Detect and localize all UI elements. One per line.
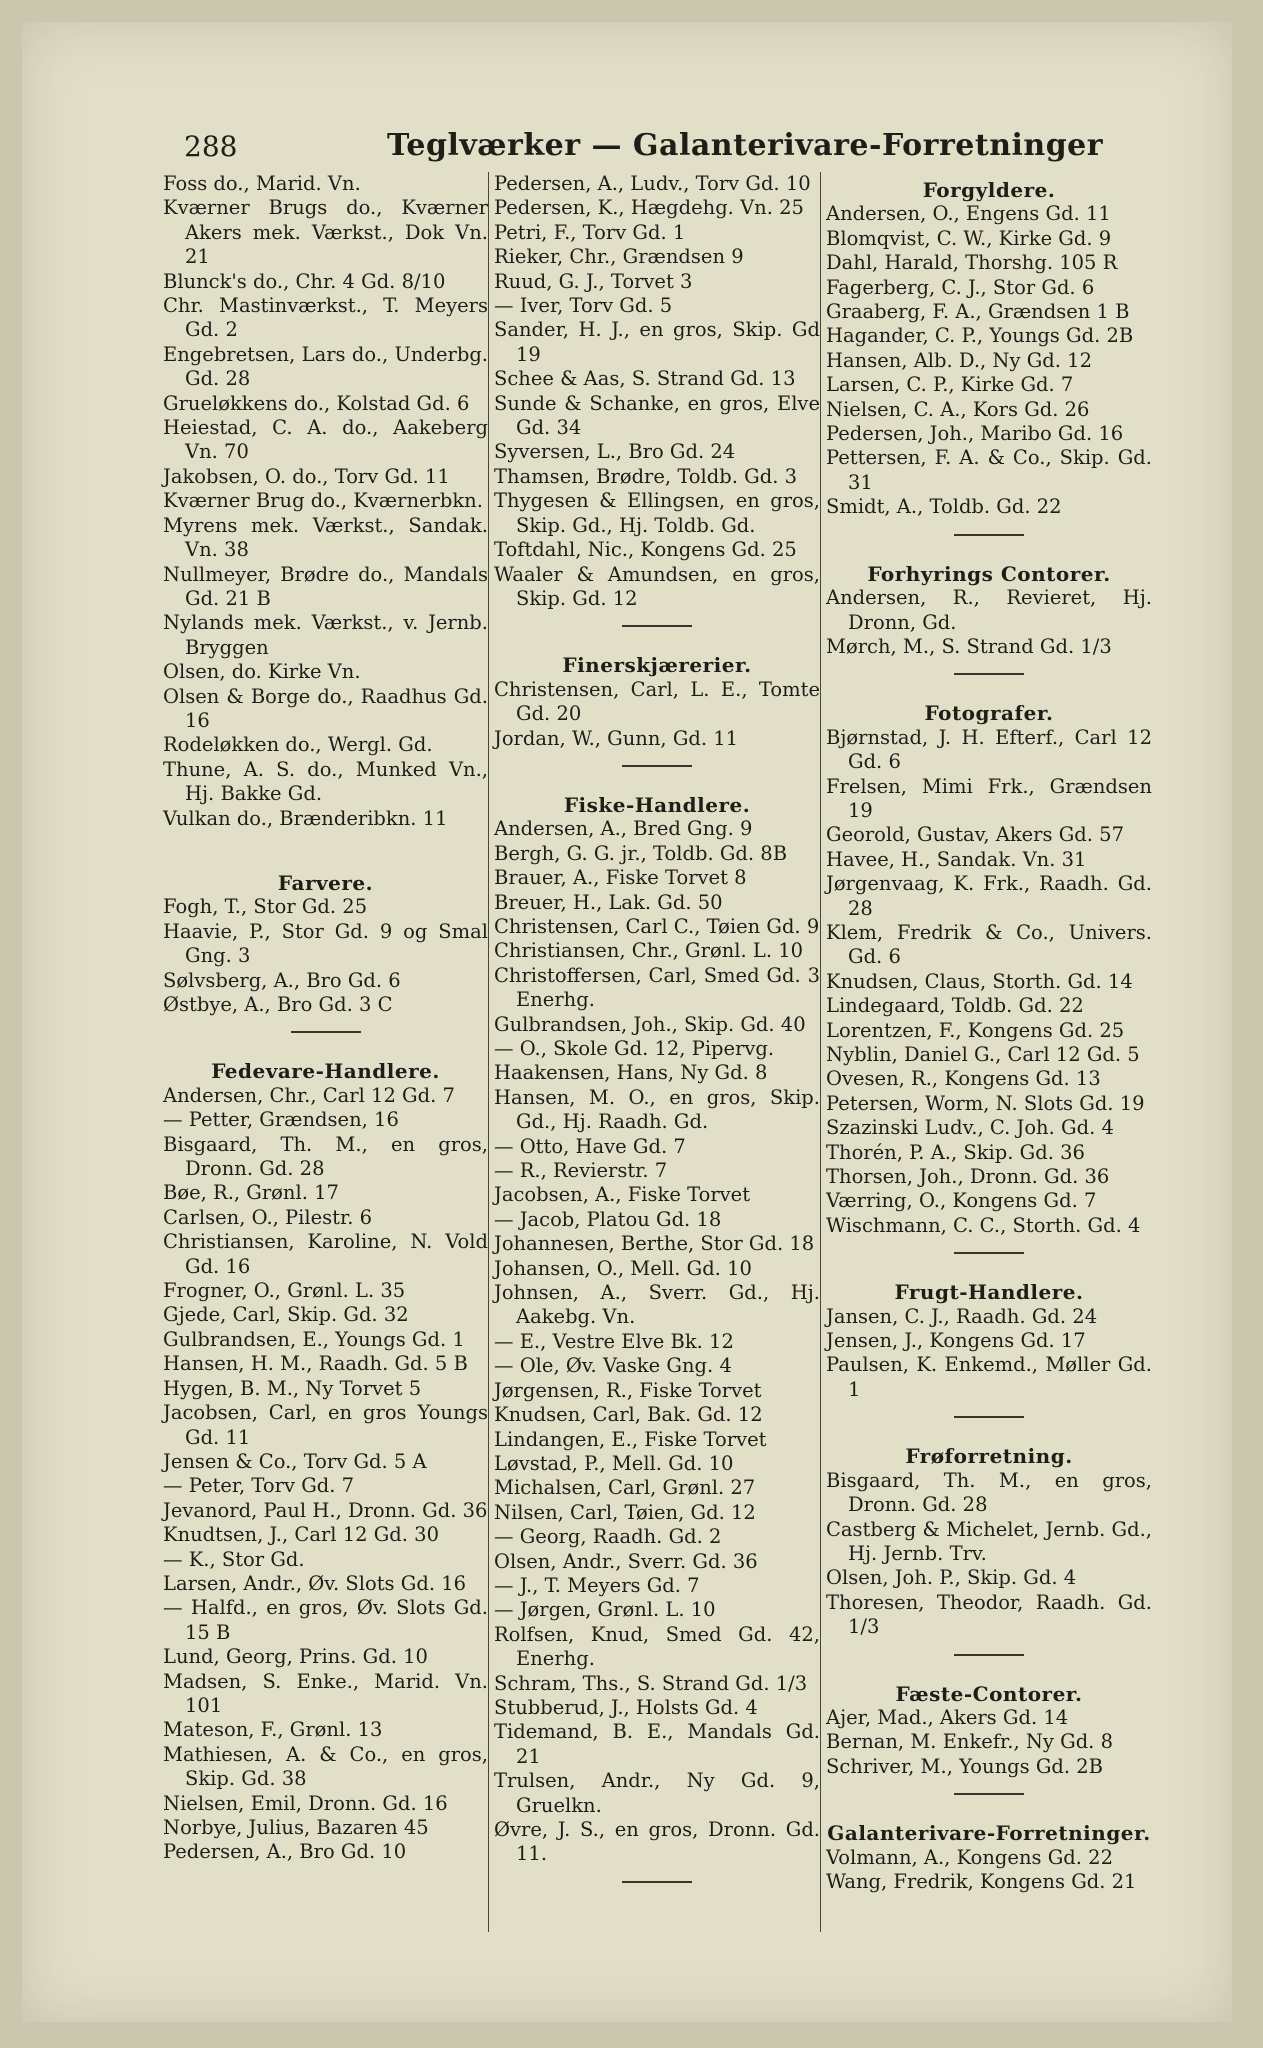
directory-entry: Mathiesen, A. & Co., en gros, Skip. Gd. 38 <box>163 1742 488 1791</box>
directory-entry: Haakensen, Hans, Ny Gd. 8 <box>494 1061 768 1085</box>
directory-entry: Thune, A. S. do., Munked Vn., Hj. Bakke Gd. <box>163 757 488 806</box>
directory-entry: Stubberud, J., Holsts Gd. 4 <box>494 1695 758 1719</box>
directory-entry: Engebretsen, Lars do., Underbg. Gd. 28 <box>163 342 488 391</box>
directory-entry: Larsen, Andr., Øv. Slots Gd. 16 <box>163 1571 467 1595</box>
directory-entry: Jørgensen, R., Fiske Torvet <box>494 1378 762 1402</box>
directory-entry: Hansen, Alb. D., Ny Gd. 12 <box>826 348 1092 372</box>
directory-entry: Madsen, S. Enke., Marid. Vn. 101 <box>163 1669 488 1717</box>
directory-entry: Gulbrandsen, Joh., Skip. Gd. 40 <box>494 1012 806 1036</box>
directory-entry: Haavie, P., Stor Gd. 9 og Smal Gng. 3 <box>163 919 488 968</box>
section-heading: Forhyrings Contorer. <box>867 561 1111 586</box>
directory-entry: Chr. Mastinværkst., T. Meyers Gd. 2 <box>163 294 488 342</box>
directory-entry: Wang, Fredrik, Kongens Gd. 21 <box>826 1869 1137 1893</box>
directory-entry: Nyblin, Daniel G., Carl 12 Gd. 5 <box>826 1043 1140 1066</box>
section-separator <box>954 1793 1024 1795</box>
column-divider <box>488 172 489 1932</box>
directory-entry: Ovesen, R., Kongens Gd. 13 <box>826 1067 1101 1091</box>
directory-entry: Foss do., Marid. Vn. <box>163 172 361 195</box>
spacer <box>163 831 488 865</box>
directory-entry: Hygen, B. M., Ny Torvet 5 <box>163 1376 422 1400</box>
directory-entry: Johannesen, Berthe, Stor Gd. 18 <box>494 1232 815 1256</box>
directory-entry: Johnsen, A., Sverr. Gd., Hj. Aakebg. Vn. <box>494 1281 820 1329</box>
directory-entry: Trulsen, Andr., Ny Gd. 9, Gruelkn. <box>494 1769 820 1817</box>
directory-entry: Thorsen, Joh., Dronn. Gd. 36 <box>826 1165 1110 1189</box>
section-heading: Forgyldere. <box>922 178 1056 202</box>
directory-entry: Volmann, A., Kongens Gd. 22 <box>826 1845 1113 1869</box>
directory-entry: Thorén, P. A., Skip. Gd. 36 <box>826 1140 1085 1164</box>
page-number: 288 <box>184 130 238 163</box>
directory-entry: Petri, F., Torv Gd. 1 <box>494 220 686 244</box>
directory-entry: Christiansen, Karoline, N. Vold Gd. 16 <box>163 1230 488 1278</box>
directory-entry: Frogner, O., Grønl. L. 35 <box>163 1279 406 1303</box>
directory-entry: Andersen, A., Bred Gng. 9 <box>494 817 753 841</box>
directory-entry: Paulsen, K. Enkemd., Møller Gd. 1 <box>826 1353 1152 1401</box>
directory-entry: — Georg, Raadh. Gd. 2 <box>494 1525 722 1549</box>
directory-entry: Michalsen, Carl, Grønl. 27 <box>494 1476 756 1500</box>
section-separator <box>954 673 1024 675</box>
directory-entry: Jacobsen, Carl, en gros Youngs Gd. 11 <box>163 1401 488 1449</box>
directory-entry: Graaberg, F. A., Grændsen 1 B <box>826 300 1130 324</box>
directory-entry: Nielsen, Emil, Dronn. Gd. 16 <box>163 1791 448 1815</box>
running-title: Teglværker — Galanterivare-Forretninger <box>387 128 1104 163</box>
directory-entry: Olsen & Borge do., Raadhus Gd. 16 <box>163 684 488 732</box>
directory-entry: Bjørnstad, J. H. Efterf., Carl 12 Gd. 6 <box>826 725 1152 774</box>
directory-entry: — J., T. Meyers Gd. 7 <box>494 1573 700 1597</box>
directory-entry: Jensen, J., Kongens Gd. 17 <box>826 1329 1086 1353</box>
directory-entry: Øvre, J. S., en gros, Dronn. Gd. 11. <box>494 1818 820 1866</box>
directory-entry: Jensen & Co., Torv Gd. 5 A <box>163 1449 427 1473</box>
directory-entry: Thamsen, Brødre, Toldb. Gd. 3 <box>494 464 798 488</box>
directory-entry: Nullmeyer, Brødre do., Mandals Gd. 21 B <box>163 562 488 610</box>
section-heading: Finerskjærerier. <box>562 653 752 678</box>
directory-entry: Pedersen, A., Bro Gd. 10 <box>163 1840 407 1864</box>
directory-entry: Mateson, F., Grønl. 13 <box>163 1718 383 1742</box>
directory-entry: Toftdahl, Nic., Kongens Gd. 25 <box>494 538 797 562</box>
directory-entry: Bisgaard, Th. M., en gros, Dronn. Gd. 28 <box>826 1468 1152 1517</box>
directory-entry: Pedersen, A., Ludv., Torv Gd. 10 <box>494 172 811 195</box>
directory-entry: Smidt, A., Toldb. Gd. 22 <box>826 495 1062 519</box>
section-heading: Frøforretning. <box>905 1444 1073 1469</box>
directory-entry: Gulbrandsen, E., Youngs Gd. 1 <box>163 1327 465 1351</box>
directory-entry: Castberg & Michelet, Jernb. Gd., Hj. Jernb. Trv. <box>826 1517 1152 1565</box>
directory-entry: Mørch, M., S. Strand Gd. 1/3 <box>826 634 1112 658</box>
section-heading: Farvere. <box>277 870 374 895</box>
directory-entry: Frelsen, Mimi Frk., Grændsen 19 <box>826 774 1152 822</box>
directory-entry: Pettersen, F. A. & Co., Skip. Gd. 31 <box>826 446 1152 494</box>
directory-entry: Christiansen, Chr., Grønl. L. 10 <box>494 939 804 963</box>
column-middle <box>494 172 820 1903</box>
directory-entry: Blunck's do., Chr. 4 Gd. 8/10 <box>163 269 446 293</box>
directory-entry: Nielsen, C. A., Kors Gd. 26 <box>826 397 1090 421</box>
directory-entry: Andersen, Chr., Carl 12 Gd. 7 <box>163 1083 455 1107</box>
directory-entry: — Iver, Torv Gd. 5 <box>494 294 673 318</box>
directory-entry: Thoresen, Theodor, Raadh. Gd. 1/3 <box>826 1590 1152 1639</box>
directory-entry: — R., Revierstr. 7 <box>494 1159 668 1183</box>
directory-entry: Rolfsen, Knud, Smed Gd. 42, Enerhg. <box>494 1622 820 1671</box>
directory-entry: Knudsen, Claus, Storth. Gd. 14 <box>826 969 1133 993</box>
directory-entry: Grueløkkens do., Kolstad Gd. 6 <box>163 391 470 415</box>
directory-entry: Jordan, W., Gunn, Gd. 11 <box>494 726 739 750</box>
directory-entry: Olsen, Joh. P., Skip. Gd. 4 <box>826 1566 1077 1590</box>
directory-entry: Nilsen, Carl, Tøien, Gd. 12 <box>494 1500 756 1524</box>
directory-entry: Lund, Georg, Prins. Gd. 10 <box>163 1645 428 1669</box>
section-heading: Fæste-Contorer. <box>895 1681 1083 1706</box>
section-separator <box>622 625 692 627</box>
column-right <box>826 172 1152 1894</box>
directory-entry: Andersen, R., Revieret, Hj. Dronn, Gd. <box>826 586 1152 634</box>
directory-entry: — Halfd., en gros, Øv. Slots Gd. 15 B <box>163 1596 488 1644</box>
section-separator <box>622 1881 692 1883</box>
directory-entry: Schee & Aas, S. Strand Gd. 13 <box>494 367 796 391</box>
directory-entry: Lindangen, E., Fiske Torvet <box>494 1427 767 1451</box>
directory-entry: Carlsen, O., Pilestr. 6 <box>163 1205 373 1229</box>
directory-entry: Schriver, M., Youngs Gd. 2B <box>826 1754 1104 1778</box>
directory-entry: Klem, Fredrik & Co., Univers. Gd. 6 <box>826 920 1152 969</box>
directory-entry: Dahl, Harald, Thorshg. 105 R <box>826 251 1118 275</box>
directory-entry: Breuer, H., Lak. Gd. 50 <box>494 890 723 914</box>
section-separator <box>954 1416 1024 1418</box>
directory-entry: — Petter, Grændsen, 16 <box>163 1108 399 1132</box>
directory-entry: Christoffersen, Carl, Smed Gd. 3 Enerhg. <box>494 963 820 1012</box>
directory-entry: Johansen, O., Mell. Gd. 10 <box>494 1256 752 1280</box>
directory-entry: Christensen, Carl, L. E., Tomte Gd. 20 <box>494 677 820 726</box>
directory-entry: Bøe, R., Grønl. 17 <box>163 1181 339 1205</box>
directory-entry: Havee, H., Sandak. Vn. 31 <box>826 847 1087 871</box>
directory-entry: Ruud, G. J., Torvet 3 <box>494 269 693 293</box>
directory-entry: Rodeløkken do., Wergl. Gd. <box>163 733 433 757</box>
directory-entry: Heiestad, C. A. do., Aakeberg Vn. 70 <box>163 416 488 464</box>
directory-entry: Olsen, Andr., Sverr. Gd. 36 <box>494 1549 758 1573</box>
directory-entry: Tidemand, B. E., Mandals Gd. 21 <box>494 1720 820 1768</box>
directory-entry: — Jacob, Platou Gd. 18 <box>494 1207 722 1231</box>
directory-entry: — Jørgen, Grønl. L. 10 <box>494 1598 716 1622</box>
section-heading: Fiske-Handlere. <box>563 792 751 817</box>
directory-entry: Knudtsen, J., Carl 12 Gd. 30 <box>163 1523 439 1547</box>
directory-entry: Knudsen, Carl, Bak. Gd. 12 <box>494 1403 763 1427</box>
directory-entry: Fagerberg, C. J., Stor Gd. 6 <box>826 275 1095 299</box>
directory-entry: Værring, O., Kongens Gd. 7 <box>826 1189 1097 1213</box>
directory-entry: Lorentzen, F., Kongens Gd. 25 <box>826 1018 1125 1042</box>
directory-entry: Kværner Brug do., Kværnerbkn. <box>163 489 483 513</box>
directory-entry: Sunde & Schanke, en gros, Elve Gd. 34 <box>494 391 820 440</box>
directory-entry: Jevanord, Paul H., Dronn. Gd. 36 <box>163 1498 488 1522</box>
section-separator <box>954 1654 1024 1656</box>
directory-entry: Sander, H. J., en gros, Skip. Gd 19 <box>494 318 820 366</box>
directory-entry: Vulkan do., Brænderibkn. 11 <box>163 806 448 830</box>
directory-entry: Hansen, M. O., en gros, Skip. Gd., Hj. Raadh. Gd. <box>494 1085 820 1134</box>
directory-entry: Nylands mek. Værkst., v. Jernb. Bryggen <box>163 611 488 659</box>
section-separator <box>291 1031 361 1033</box>
directory-entry: Larsen, C. P., Kirke Gd. 7 <box>826 373 1074 397</box>
directory-entry: Bisgaard, Th. M., en gros, Dronn. Gd. 28 <box>163 1132 488 1181</box>
directory-entry: — E., Vestre Elve Bk. 12 <box>494 1329 734 1353</box>
directory-entry: Brauer, A., Fiske Torvet 8 <box>494 866 747 890</box>
directory-entry: Schram, Ths., S. Strand Gd. 1/3 <box>494 1671 808 1695</box>
directory-entry: Bergh, G. G. jr., Toldb. Gd. 8B <box>494 841 788 865</box>
directory-entry: Thygesen & Ellingsen, en gros, Skip. Gd., Hj. Toldb. Gd. <box>494 489 820 537</box>
directory-entry: Løvstad, P., Mell. Gd. 10 <box>494 1451 734 1475</box>
directory-entry: Petersen, Worm, N. Slots Gd. 19 <box>826 1091 1145 1115</box>
directory-entry: Georold, Gustav, Akers Gd. 57 <box>826 823 1124 847</box>
directory-entry: Jørgenvaag, K. Frk., Raadh. Gd. 28 <box>826 872 1152 920</box>
directory-entry: Waaler & Amundsen, en gros, Skip. Gd. 12 <box>494 562 820 610</box>
section-separator <box>622 765 692 767</box>
section-heading: Frugt-Handlere. <box>894 1280 1084 1305</box>
section-separator <box>954 1252 1024 1254</box>
directory-entry: Kværner Brugs do., Kværner Akers mek. Værkst., Dok Vn. 21 <box>163 196 488 269</box>
directory-entry: Syversen, L., Bro Gd. 24 <box>494 440 736 464</box>
directory-entry: Rieker, Chr., Grændsen 9 <box>494 245 744 269</box>
directory-entry: Lindegaard, Toldb. Gd. 22 <box>826 994 1084 1018</box>
directory-entry: Jansen, C. J., Raadh. Gd. 24 <box>826 1304 1098 1328</box>
directory-entry: — O., Skole Gd. 12, Pipervg. <box>494 1037 775 1060</box>
directory-entry: Olsen, do. Kirke Vn. <box>163 660 361 684</box>
directory-entry: Jacobsen, A., Fiske Torvet <box>494 1183 751 1207</box>
directory-entry: Pedersen, K., Hægdehg. Vn. 25 <box>494 196 804 220</box>
directory-entry: Fogh, T., Stor Gd. 25 <box>163 895 368 919</box>
section-separator <box>954 534 1024 536</box>
directory-entry: — K., Stor Gd. <box>163 1547 305 1571</box>
directory-entry: Wischmann, C. C., Storth. Gd. 4 <box>826 1213 1141 1237</box>
directory-entry: Hagander, C. P., Youngs Gd. 2B <box>826 324 1134 348</box>
directory-entry: Jakobsen, O. do., Torv Gd. 11 <box>163 464 450 488</box>
directory-entry: Norbye, Julius, Bazaren 45 <box>163 1816 429 1839</box>
column-left <box>163 172 488 1865</box>
directory-entry: Østbye, A., Bro Gd. 3 C <box>163 993 393 1016</box>
directory-entry: Bernan, M. Enkefr., Ny Gd. 8 <box>826 1730 1113 1754</box>
directory-entry: Blomqvist, C. W., Kirke Gd. 9 <box>826 226 1112 250</box>
directory-entry: Sølvsberg, A., Bro Gd. 6 <box>163 968 401 992</box>
section-heading: Fotografer. <box>924 701 1054 726</box>
directory-entry: Pedersen, Joh., Maribo Gd. 16 <box>826 422 1124 446</box>
directory-entry: Ajer, Mad., Akers Gd. 14 <box>826 1705 1069 1729</box>
section-heading: Fedevare-Handlere. <box>211 1059 440 1084</box>
directory-entry: Andersen, O., Engens Gd. 11 <box>826 202 1111 226</box>
directory-entry: Christensen, Carl C., Tøien Gd. 9 <box>494 914 820 938</box>
directory-entry: — Ole, Øv. Vaske Gng. 4 <box>494 1354 732 1378</box>
directory-entry: Myrens mek. Værkst., Sandak. Vn. 38 <box>163 513 488 562</box>
section-heading: Galanterivare-Forretninger. <box>827 1821 1151 1846</box>
column-divider <box>820 172 821 1932</box>
directory-entry: — Peter, Torv Gd. 7 <box>163 1474 355 1498</box>
directory-entry: Szazinski Ludv., C. Joh. Gd. 4 <box>826 1116 1114 1140</box>
directory-entry: — Otto, Have Gd. 7 <box>494 1134 686 1158</box>
directory-entry: Gjede, Carl, Skip. Gd. 32 <box>163 1303 409 1327</box>
directory-entry: Hansen, H. M., Raadh. Gd. 5 B <box>163 1352 468 1376</box>
